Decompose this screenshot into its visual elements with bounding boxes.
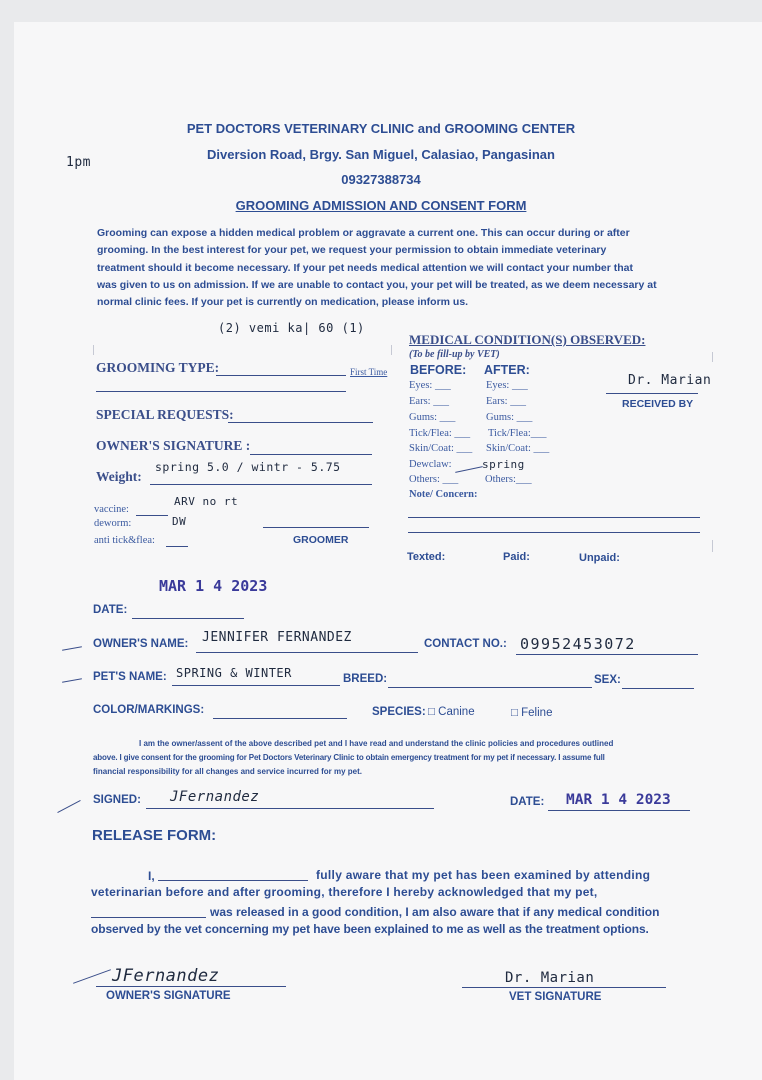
intro-line-2: grooming. In the best interest for your pet, we request your permission to obtain immediate veterinary	[97, 244, 607, 256]
weight-value: spring 5.0 / wintr - 5.75	[155, 460, 341, 474]
tick-flea-line[interactable]	[166, 546, 188, 547]
date-label: DATE:	[93, 604, 128, 616]
release-name-line[interactable]	[158, 880, 308, 881]
received-by-label: RECEIVED BY	[622, 398, 694, 410]
box-corner	[391, 345, 392, 355]
after-gums: Gums: ___	[486, 412, 533, 423]
color-markings-label: COLOR/MARKINGS:	[93, 704, 205, 716]
pet-name-line[interactable]	[172, 685, 340, 686]
after-skin-coat: Skin/Coat: ___	[486, 443, 550, 454]
clinic-address: Diversion Road, Brgy. San Miguel, Calasiao, Pangasinan	[207, 147, 555, 162]
signed-label: SIGNED:	[93, 794, 141, 806]
note-concern-label: Note/ Concern:	[409, 489, 478, 500]
sex-line[interactable]	[622, 688, 694, 689]
vet-sig-label: VET SIGNATURE	[509, 991, 602, 1003]
owner-sig-label: OWNER'S SIGNATURE	[106, 990, 231, 1002]
after-eyes: Eyes: ___	[486, 380, 528, 391]
grooming-handwritten-note: (2) vemi ka| 60 (1)	[218, 321, 365, 335]
contact-label: CONTACT NO.:	[424, 638, 507, 650]
intro-line-5: normal clinic fees. If your pet is currently on medication, please inform us.	[97, 296, 469, 308]
owner-name-label: OWNER'S NAME:	[93, 638, 189, 650]
tick-flea-label: anti tick&flea:	[94, 535, 155, 546]
after-ears: Ears: ___	[486, 396, 526, 407]
signed-date-label: DATE:	[510, 796, 545, 808]
release-line2: veterinarian before and after grooming, therefore I hereby acknowledged that my pet,	[91, 885, 598, 899]
before-others: Others: ___	[409, 474, 459, 485]
special-requests-label: SPECIAL REQUESTS:	[96, 407, 234, 422]
after-tick-flea: Tick/Flea:___	[488, 428, 547, 439]
consent-line-3: financial responsibility for all changes and service incurred for my pet.	[93, 767, 362, 776]
vet-sig-value: Dr. Marian	[505, 970, 595, 986]
grooming-type-line-2[interactable]	[96, 391, 346, 392]
medical-title: MEDICAL CONDITION(S) OBSERVED:	[409, 332, 646, 347]
release-line1-a: I,	[148, 869, 155, 883]
deworm-value: DW	[172, 515, 187, 528]
groomer-line[interactable]	[263, 527, 369, 528]
consent-line-1: I am the owner/assent of the above described pet and I have read and understand the clinic policies and procedures outlined	[139, 739, 614, 748]
vaccine-label: vaccine:	[94, 504, 129, 515]
signed-date-value: MAR 1 4 2023	[566, 792, 671, 808]
before-gums: Gums: ___	[409, 412, 456, 423]
deworm-label: deworm:	[94, 518, 132, 529]
consent-line-2: above. I give consent for the grooming for Pet Doctors Veterinary Clinic to obtain emergency treatment for my pet if necessary. I assume full	[93, 753, 605, 762]
date-line[interactable]	[132, 618, 244, 619]
sex-label: SEX:	[594, 674, 621, 686]
grooming-type-line[interactable]	[216, 375, 346, 376]
release-pet-line[interactable]	[91, 917, 206, 918]
before-label: BEFORE:	[410, 363, 467, 377]
note-line-2[interactable]	[408, 532, 700, 533]
margin-note: 1pm	[66, 155, 91, 170]
pet-name-label: PET'S NAME:	[93, 671, 167, 683]
owner-signature-label: OWNER'S SIGNATURE :	[96, 438, 251, 453]
date-stamp: MAR 1 4 2023	[159, 577, 268, 595]
received-by-line[interactable]	[606, 393, 698, 394]
vet-sig-line[interactable]	[462, 987, 666, 988]
contact-value: 09952453072	[520, 635, 636, 653]
breed-label: BREED:	[343, 673, 388, 685]
feline-checkbox[interactable]: □ Feline	[511, 707, 553, 719]
note-line-1[interactable]	[408, 517, 700, 518]
owner-sig-line[interactable]	[96, 986, 286, 987]
before-eyes: Eyes: ___	[409, 380, 451, 391]
paid-label: Paid:	[503, 551, 530, 563]
texted-label: Texted:	[407, 551, 446, 563]
clinic-phone: 09327388734	[341, 172, 421, 187]
box-corner	[712, 540, 713, 552]
intro-line-4: was given to us on admission. If we are unable to contact you, your pet will be treated, as we deem necessary at	[97, 279, 657, 291]
release-line1-b: fully aware that my pet has been examined by attending	[316, 868, 651, 882]
medical-subtitle: (To be fill-up by VET)	[409, 349, 500, 360]
weight-line[interactable]	[150, 484, 372, 485]
vaccine-value: ARV no rt	[174, 495, 239, 508]
intro-line-1: Grooming can expose a hidden medical problem or aggravate a current one. This can occur during or after	[97, 227, 630, 239]
before-tick-flea: Tick/Flea: ___	[409, 428, 471, 439]
clinic-name: PET DOCTORS VETERINARY CLINIC and GROOMING CENTER	[186, 121, 576, 136]
species-label: SPECIES:	[372, 706, 426, 718]
first-time-label: First Time	[350, 367, 388, 377]
form-title: GROOMING ADMISSION AND CONSENT FORM	[235, 198, 527, 213]
owner-signature-line[interactable]	[250, 454, 372, 455]
breed-line[interactable]	[388, 687, 592, 688]
before-skin-coat: Skin/Coat: ___	[409, 443, 473, 454]
intro-line-3: treatment should it become necessary. If your pet needs medical attention we will contact your number that	[97, 262, 634, 274]
before-dewclaw: Dewclaw:	[409, 459, 452, 470]
received-by-name: Dr. Marian	[628, 373, 712, 388]
signed-date-line[interactable]	[548, 810, 690, 811]
dewclaw-note: spring	[482, 458, 525, 471]
contact-line[interactable]	[516, 654, 698, 655]
owner-name-line[interactable]	[196, 652, 418, 653]
color-markings-line[interactable]	[213, 718, 347, 719]
owner-name-value: JENNIFER FERNANDEZ	[202, 630, 352, 645]
pet-name-value: SPRING & WINTER	[176, 666, 292, 680]
special-requests-line[interactable]	[228, 422, 373, 423]
release-title: RELEASE FORM:	[92, 827, 217, 844]
after-label: AFTER:	[484, 363, 530, 377]
before-ears: Ears: ___	[409, 396, 449, 407]
grooming-type-label: GROOMING TYPE:	[96, 360, 220, 375]
weight-label: Weight:	[96, 469, 142, 484]
unpaid-label: Unpaid:	[579, 552, 620, 564]
owner-sig-value: JFernandez	[112, 966, 220, 986]
release-line3: was released in a good condition, I am also aware that if any medical condition	[210, 905, 660, 919]
signed-line[interactable]	[146, 808, 434, 809]
canine-checkbox[interactable]: □ Canine	[428, 706, 475, 718]
after-others: Others:___	[485, 474, 532, 485]
release-line4: observed by the vet concerning my pet have been explained to me as well as the treatment options.	[91, 922, 649, 936]
box-corner	[93, 345, 94, 355]
groomer-label: GROOMER	[293, 534, 349, 546]
box-corner	[712, 352, 713, 362]
vaccine-line[interactable]	[136, 515, 168, 516]
signed-value: JFernandez	[170, 789, 260, 805]
